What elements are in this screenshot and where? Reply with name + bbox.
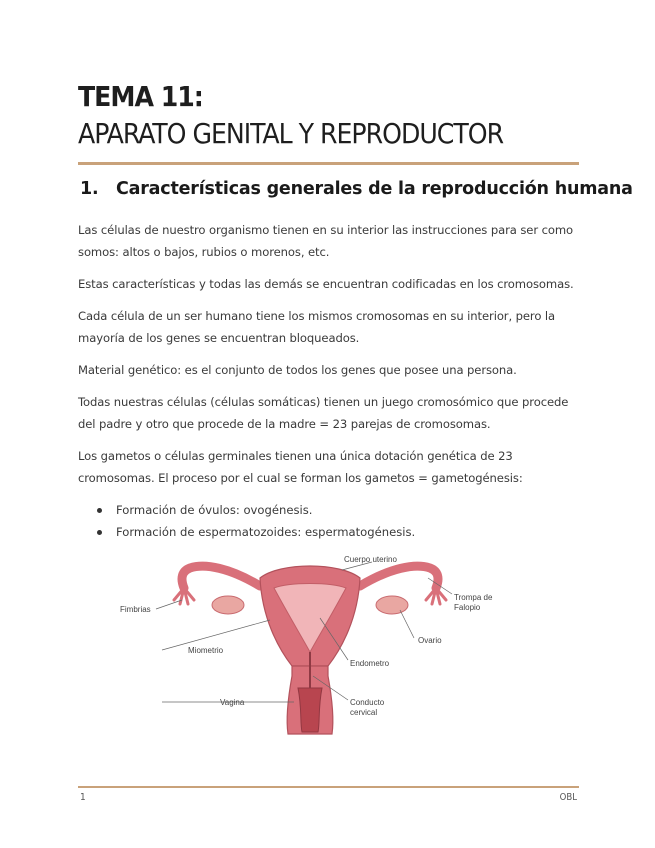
section-heading: [80, 179, 633, 199]
section-number: 1.: [80, 179, 99, 199]
label-trompa-line2: Falopio: [454, 603, 481, 612]
label-cuerpo-uterino: Cuerpo uterino: [344, 555, 397, 564]
label-miometrio: Miometrio: [188, 646, 224, 655]
vaginal-lumen: [298, 688, 322, 732]
list-item-text: Formación de óvulos: ovogénesis.: [116, 503, 313, 517]
label-ovario: Ovario: [418, 636, 442, 645]
paragraph: Cada célula de un ser humano tiene los mismos cromosomas en su interior, pero la mayoría de los genes se encuentran bloqueados.: [78, 309, 556, 345]
list-item: [78, 521, 578, 543]
paragraph: Los gametos o células germinales tienen una única dotación genética de 23 cromosomas. El proceso por el cual se forman los gametos = gametogénesis:: [78, 449, 523, 485]
list-item-text: Formación de espermatozoides: espermatogénesis.: [116, 525, 416, 539]
label-endometro: Endometro: [350, 659, 390, 668]
label-conducto-line2: cervical: [350, 708, 378, 717]
label-fimbrias: Fimbrias: [120, 605, 151, 614]
uterus-diagram: [110, 548, 510, 738]
label-vagina: Vagina: [220, 698, 245, 707]
bullet-icon: [97, 530, 102, 535]
paragraph: Material genético: es el conjunto de todos los genes que posee una persona.: [78, 363, 517, 377]
page-number: 1: [80, 792, 86, 803]
paragraph: Las células de nuestro organismo tienen en su interior las instrucciones para ser como somos: altos o bajos, rubios o morenos, etc.: [78, 223, 574, 259]
left-fallopian-tube: [182, 566, 260, 588]
paragraph: Todas nuestras células (células somáticas) tienen un juego cromosómico que procede del padre y otro que procede de la madre = 23 parejas de cromosomas.: [78, 395, 569, 431]
uterus-illustration: [110, 548, 510, 738]
chapter-title: APARATO GENITAL Y REPRODUCTOR: [78, 117, 504, 150]
right-fimbriae: [426, 588, 446, 604]
right-ovary: [376, 596, 408, 614]
list-item: [78, 499, 578, 521]
body-content: [78, 219, 578, 543]
bullet-icon: [97, 508, 102, 513]
label-conducto-line1: Conducto: [350, 698, 385, 707]
title-divider: [78, 162, 579, 165]
footer-divider: [78, 786, 579, 788]
chapter-number: TEMA 11:: [78, 80, 203, 113]
left-ovary: [212, 596, 244, 614]
section-title: Características generales de la reproducción humana: [116, 179, 633, 199]
right-fallopian-tube: [360, 566, 438, 588]
label-trompa-line1: Trompa de: [454, 593, 493, 602]
bullet-list: [78, 499, 578, 543]
author-initials: OBL: [559, 792, 577, 803]
paragraph: Estas características y todas las demás se encuentran codificadas en los cromosomas.: [78, 277, 574, 291]
